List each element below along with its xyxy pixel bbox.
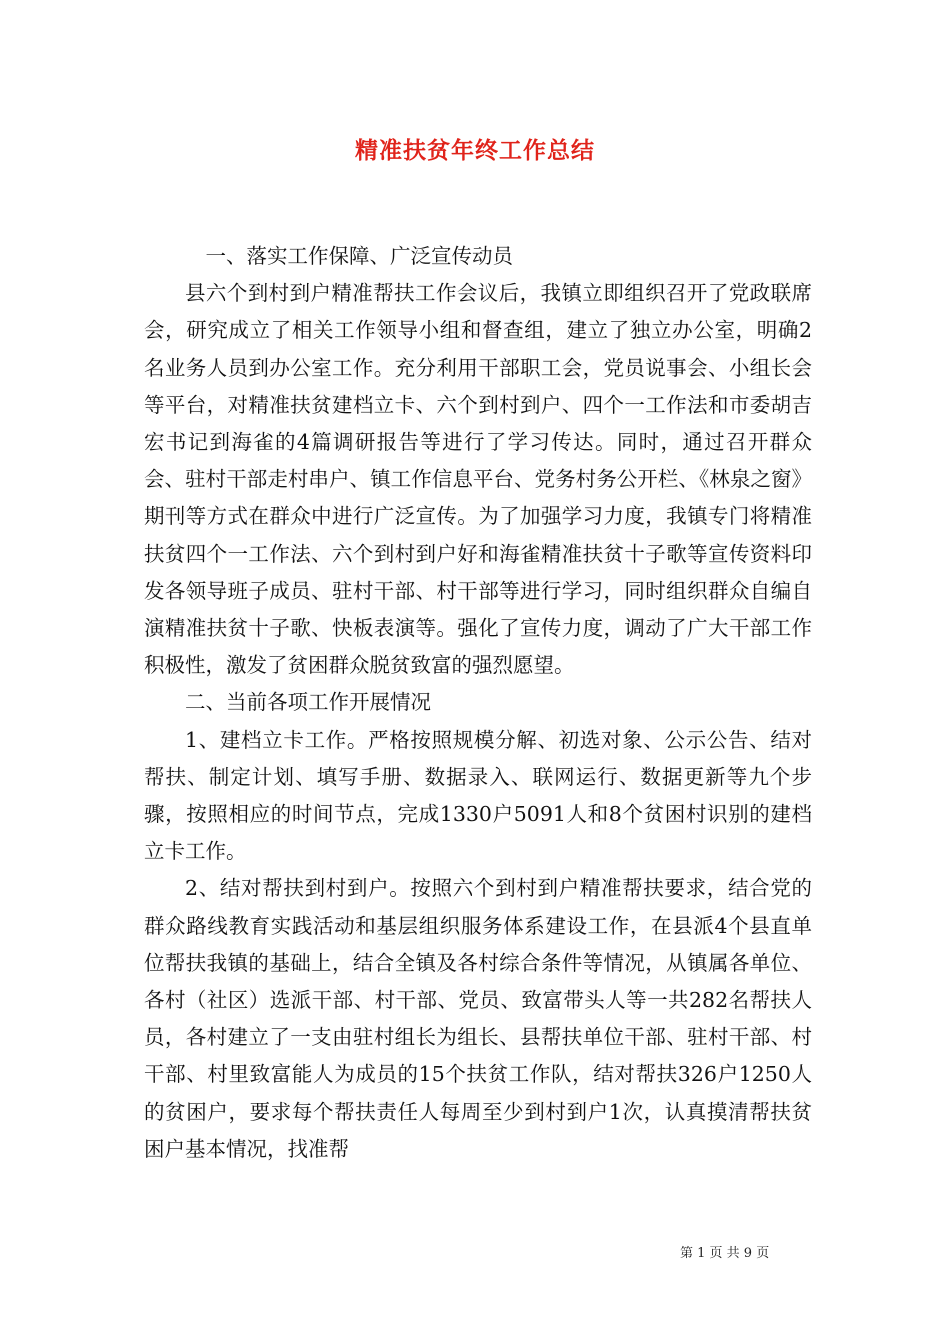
paragraph-3: 2、结对帮扶到村到户。按照六个到村到户精准帮扶要求，结合党的群众路线教育实践活动和基层组织服务体系建设工作，在县派4个县直单位帮扶我镇的基础上，结合全镇及各村综合条件等情况，从镇属各单位、各村（社区）选派干部、村干部、党员、致富带头人等一共282名帮扶人员，各村建立了一支由驻村组长为组长、县帮扶单位干部、驻村干部、村干部、村里致富能人为成员的15个扶贫工作队，结对帮扶326户1250人的贫困户，要求每个帮扶责任人每周至少到村到户1次，认真摸清帮扶贫困户基本情况，找准帮 [144,876,812,1161]
page-number: 第 1 页 共 9 页 [680,1246,770,1261]
paragraph-2: 1、建档立卡工作。严格按照规模分解、初选对象、公示公告、结对帮扶、制定计划、填写手册、数据录入、联网运行、数据更新等九个步骤，按照相应的时间节点，完成1330户5091人和8个贫困村识别的建档立卡工作。 [144,727,812,864]
paragraph-1: 县六个到村到户精准帮扶工作会议后，我镇立即组织召开了党政联席会，研究成立了相关工作领导小组和督查组，建立了独立办公室，明确2名业务人员到办公室工作。充分利用干部职工会，党员说事会、小组长会等平台，对精准扶贫建档立卡、六个到村到户、四个一工作法和市委胡吉宏书记到海雀的4篇调研报告等进行了学习传达。同时，通过召开群众会、驻村干部走村串户、镇工作信息平台、党务村务公开栏、《林泉之窗》期刊等方式在群众中进行广泛宣传。为了加强学习力度，我镇专门将精准扶贫四个一工作法、六个到村到户好和海雀精准扶贫十子歌等宣传资料印发各领导班子成员、驻村干部、村干部等进行学习，同时组织群众自编自演精准扶贫十子歌、快板表演等。强化了宣传力度，调动了广大干部工作积极性，激发了贫困群众脱贫致富的强烈愿望。 [144,281,812,678]
document-title: 精准扶贫年终工作总结 [355,137,595,164]
section-heading-2: 二、当前各项工作开展情况 [185,690,431,715]
document-body [144,238,812,1168]
section-heading-1: 一、落实工作保障、广泛宣传动员 [205,244,513,268]
